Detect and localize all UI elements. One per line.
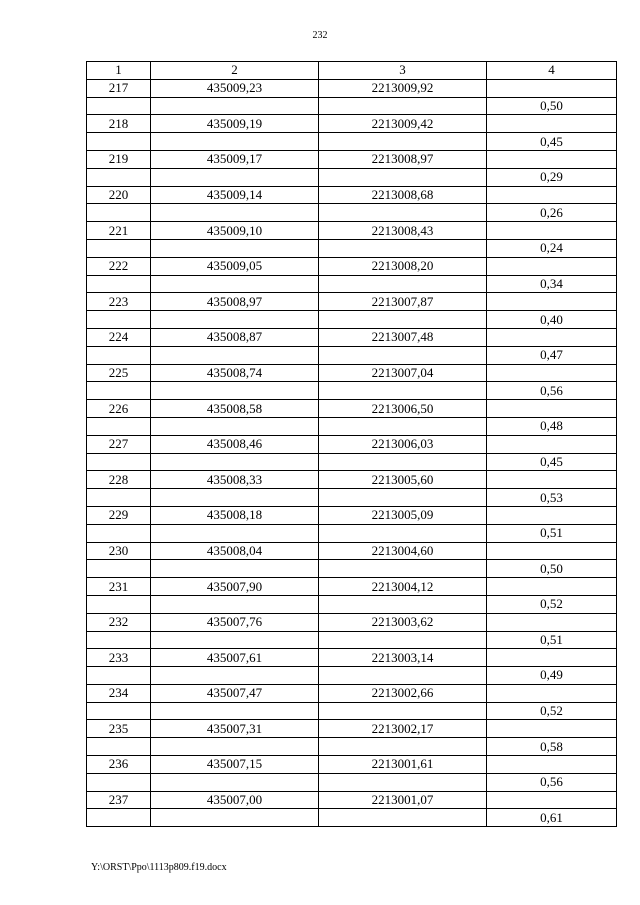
distance-cell: 0,49 xyxy=(487,667,617,685)
table-row xyxy=(87,222,617,240)
point-number-cell: 233 xyxy=(87,649,151,667)
empty-cell xyxy=(151,702,319,720)
distance-cell: 0,50 xyxy=(487,97,617,115)
table-row xyxy=(87,311,617,329)
empty-cell xyxy=(487,756,617,774)
column-header-3: 3 xyxy=(319,62,487,80)
empty-cell xyxy=(87,239,151,257)
empty-cell xyxy=(151,524,319,542)
x-coordinate-cell: 435008,04 xyxy=(151,542,319,560)
y-coordinate-cell: 2213001,61 xyxy=(319,756,487,774)
table-row xyxy=(87,595,617,613)
empty-cell xyxy=(319,311,487,329)
x-coordinate-cell: 435007,00 xyxy=(151,791,319,809)
empty-cell xyxy=(319,453,487,471)
y-coordinate-cell: 2213008,20 xyxy=(319,257,487,275)
x-coordinate-cell: 435007,15 xyxy=(151,756,319,774)
y-coordinate-cell: 2213004,12 xyxy=(319,578,487,596)
empty-cell xyxy=(319,773,487,791)
y-coordinate-cell: 2213008,97 xyxy=(319,150,487,168)
distance-cell: 0,40 xyxy=(487,311,617,329)
point-number-cell: 230 xyxy=(87,542,151,560)
footer-file-path: Y:\ORST\Ppo\1113p809.f19.docx xyxy=(91,862,227,873)
empty-cell xyxy=(319,239,487,257)
table-row xyxy=(87,667,617,685)
table-row xyxy=(87,328,617,346)
empty-cell xyxy=(151,346,319,364)
empty-cell xyxy=(87,560,151,578)
table-row xyxy=(87,524,617,542)
x-coordinate-cell: 435008,18 xyxy=(151,506,319,524)
point-number-cell: 227 xyxy=(87,435,151,453)
empty-cell xyxy=(487,400,617,418)
empty-cell xyxy=(151,133,319,151)
x-coordinate-cell: 435009,17 xyxy=(151,150,319,168)
empty-cell xyxy=(487,542,617,560)
table-row xyxy=(87,702,617,720)
empty-cell xyxy=(151,275,319,293)
point-number-cell: 226 xyxy=(87,400,151,418)
empty-cell xyxy=(151,489,319,507)
empty-cell xyxy=(87,738,151,756)
empty-cell xyxy=(151,311,319,329)
column-header-1: 1 xyxy=(87,62,151,80)
empty-cell xyxy=(151,417,319,435)
x-coordinate-cell: 435009,19 xyxy=(151,115,319,133)
y-coordinate-cell: 2213009,92 xyxy=(319,79,487,97)
empty-cell xyxy=(487,328,617,346)
empty-cell xyxy=(151,631,319,649)
point-number-cell: 235 xyxy=(87,720,151,738)
table-row xyxy=(87,79,617,97)
empty-cell xyxy=(319,524,487,542)
empty-cell xyxy=(319,667,487,685)
distance-cell: 0,52 xyxy=(487,595,617,613)
point-number-cell: 224 xyxy=(87,328,151,346)
x-coordinate-cell: 435008,97 xyxy=(151,293,319,311)
empty-cell xyxy=(487,649,617,667)
point-number-cell: 221 xyxy=(87,222,151,240)
empty-cell xyxy=(151,560,319,578)
empty-cell xyxy=(151,97,319,115)
table-row xyxy=(87,257,617,275)
x-coordinate-cell: 435008,87 xyxy=(151,328,319,346)
table-row xyxy=(87,471,617,489)
empty-cell xyxy=(487,257,617,275)
empty-cell xyxy=(151,809,319,827)
point-number-cell: 232 xyxy=(87,613,151,631)
empty-cell xyxy=(487,791,617,809)
empty-cell xyxy=(87,702,151,720)
table-row xyxy=(87,649,617,667)
empty-cell xyxy=(319,382,487,400)
y-coordinate-cell: 2213003,62 xyxy=(319,613,487,631)
x-coordinate-cell: 435008,74 xyxy=(151,364,319,382)
distance-cell: 0,56 xyxy=(487,382,617,400)
empty-cell xyxy=(319,809,487,827)
point-number-cell: 225 xyxy=(87,364,151,382)
empty-cell xyxy=(151,239,319,257)
table-row xyxy=(87,738,617,756)
empty-cell xyxy=(487,435,617,453)
y-coordinate-cell: 2213004,60 xyxy=(319,542,487,560)
empty-cell xyxy=(87,595,151,613)
table-row xyxy=(87,364,617,382)
empty-cell xyxy=(87,204,151,222)
y-coordinate-cell: 2213007,87 xyxy=(319,293,487,311)
empty-cell xyxy=(487,79,617,97)
page-number: 232 xyxy=(312,30,328,41)
table-row xyxy=(87,293,617,311)
x-coordinate-cell: 435007,61 xyxy=(151,649,319,667)
empty-cell xyxy=(151,382,319,400)
x-coordinate-cell: 435009,23 xyxy=(151,79,319,97)
y-coordinate-cell: 2213008,68 xyxy=(319,186,487,204)
column-header-4: 4 xyxy=(487,62,617,80)
empty-cell xyxy=(487,293,617,311)
distance-cell: 0,58 xyxy=(487,738,617,756)
table-row xyxy=(87,346,617,364)
point-number-cell: 222 xyxy=(87,257,151,275)
empty-cell xyxy=(487,364,617,382)
empty-cell xyxy=(151,204,319,222)
table-row xyxy=(87,239,617,257)
distance-cell: 0,61 xyxy=(487,809,617,827)
table-row xyxy=(87,560,617,578)
y-coordinate-cell: 2213001,07 xyxy=(319,791,487,809)
empty-cell xyxy=(487,613,617,631)
table-row xyxy=(87,756,617,774)
table-row xyxy=(87,720,617,738)
x-coordinate-cell: 435009,10 xyxy=(151,222,319,240)
point-number-cell: 220 xyxy=(87,186,151,204)
table-row xyxy=(87,115,617,133)
coordinates-table xyxy=(86,61,617,827)
distance-cell: 0,48 xyxy=(487,417,617,435)
distance-cell: 0,56 xyxy=(487,773,617,791)
empty-cell xyxy=(87,168,151,186)
table-row xyxy=(87,684,617,702)
table-row xyxy=(87,168,617,186)
table-row xyxy=(87,542,617,560)
distance-cell: 0,26 xyxy=(487,204,617,222)
point-number-cell: 229 xyxy=(87,506,151,524)
empty-cell xyxy=(487,684,617,702)
point-number-cell: 228 xyxy=(87,471,151,489)
x-coordinate-cell: 435009,05 xyxy=(151,257,319,275)
empty-cell xyxy=(87,453,151,471)
distance-cell: 0,53 xyxy=(487,489,617,507)
empty-cell xyxy=(487,471,617,489)
empty-cell xyxy=(319,738,487,756)
distance-cell: 0,52 xyxy=(487,702,617,720)
empty-cell xyxy=(487,506,617,524)
point-number-cell: 237 xyxy=(87,791,151,809)
x-coordinate-cell: 435008,58 xyxy=(151,400,319,418)
x-coordinate-cell: 435007,90 xyxy=(151,578,319,596)
table-row xyxy=(87,150,617,168)
distance-cell: 0,24 xyxy=(487,239,617,257)
empty-cell xyxy=(87,275,151,293)
y-coordinate-cell: 2213002,66 xyxy=(319,684,487,702)
distance-cell: 0,45 xyxy=(487,133,617,151)
x-coordinate-cell: 435009,14 xyxy=(151,186,319,204)
empty-cell xyxy=(319,560,487,578)
empty-cell xyxy=(87,311,151,329)
empty-cell xyxy=(151,738,319,756)
empty-cell xyxy=(87,773,151,791)
point-number-cell: 236 xyxy=(87,756,151,774)
empty-cell xyxy=(151,595,319,613)
empty-cell xyxy=(87,346,151,364)
empty-cell xyxy=(151,773,319,791)
empty-cell xyxy=(319,417,487,435)
y-coordinate-cell: 2213005,09 xyxy=(319,506,487,524)
empty-cell xyxy=(87,382,151,400)
table-row xyxy=(87,631,617,649)
point-number-cell: 223 xyxy=(87,293,151,311)
table-row xyxy=(87,417,617,435)
empty-cell xyxy=(487,222,617,240)
table-row xyxy=(87,578,617,596)
point-number-cell: 231 xyxy=(87,578,151,596)
empty-cell xyxy=(319,346,487,364)
empty-cell xyxy=(319,702,487,720)
x-coordinate-cell: 435007,31 xyxy=(151,720,319,738)
y-coordinate-cell: 2213009,42 xyxy=(319,115,487,133)
table-row xyxy=(87,275,617,293)
column-header-2: 2 xyxy=(151,62,319,80)
distance-cell: 0,45 xyxy=(487,453,617,471)
table-row xyxy=(87,773,617,791)
point-number-cell: 234 xyxy=(87,684,151,702)
y-coordinate-cell: 2213006,50 xyxy=(319,400,487,418)
distance-cell: 0,29 xyxy=(487,168,617,186)
empty-cell xyxy=(87,667,151,685)
x-coordinate-cell: 435007,76 xyxy=(151,613,319,631)
empty-cell xyxy=(487,150,617,168)
empty-cell xyxy=(151,667,319,685)
empty-cell xyxy=(319,204,487,222)
distance-cell: 0,47 xyxy=(487,346,617,364)
empty-cell xyxy=(487,186,617,204)
table-row xyxy=(87,204,617,222)
y-coordinate-cell: 2213003,14 xyxy=(319,649,487,667)
empty-cell xyxy=(87,489,151,507)
y-coordinate-cell: 2213006,03 xyxy=(319,435,487,453)
empty-cell xyxy=(319,168,487,186)
empty-cell xyxy=(87,97,151,115)
empty-cell xyxy=(487,115,617,133)
x-coordinate-cell: 435008,46 xyxy=(151,435,319,453)
table-row xyxy=(87,453,617,471)
table-body xyxy=(87,79,617,826)
empty-cell xyxy=(319,133,487,151)
empty-cell xyxy=(87,809,151,827)
distance-cell: 0,50 xyxy=(487,560,617,578)
empty-cell xyxy=(487,720,617,738)
table-row xyxy=(87,382,617,400)
table-row xyxy=(87,133,617,151)
empty-cell xyxy=(487,578,617,596)
y-coordinate-cell: 2213002,17 xyxy=(319,720,487,738)
table-row xyxy=(87,791,617,809)
table-row xyxy=(87,613,617,631)
empty-cell xyxy=(151,453,319,471)
point-number-cell: 219 xyxy=(87,150,151,168)
empty-cell xyxy=(319,275,487,293)
distance-cell: 0,34 xyxy=(487,275,617,293)
point-number-cell: 217 xyxy=(87,79,151,97)
empty-cell xyxy=(151,168,319,186)
distance-cell: 0,51 xyxy=(487,631,617,649)
table-row xyxy=(87,809,617,827)
empty-cell xyxy=(87,631,151,649)
y-coordinate-cell: 2213005,60 xyxy=(319,471,487,489)
empty-cell xyxy=(87,524,151,542)
table-row xyxy=(87,186,617,204)
empty-cell xyxy=(87,417,151,435)
y-coordinate-cell: 2213007,48 xyxy=(319,328,487,346)
table-row xyxy=(87,489,617,507)
y-coordinate-cell: 2213008,43 xyxy=(319,222,487,240)
table-row xyxy=(87,400,617,418)
table-header-row xyxy=(87,62,617,80)
empty-cell xyxy=(319,97,487,115)
empty-cell xyxy=(319,631,487,649)
empty-cell xyxy=(87,133,151,151)
table-row xyxy=(87,506,617,524)
empty-cell xyxy=(319,489,487,507)
point-number-cell: 218 xyxy=(87,115,151,133)
x-coordinate-cell: 435008,33 xyxy=(151,471,319,489)
table-row xyxy=(87,97,617,115)
table-row xyxy=(87,435,617,453)
x-coordinate-cell: 435007,47 xyxy=(151,684,319,702)
y-coordinate-cell: 2213007,04 xyxy=(319,364,487,382)
distance-cell: 0,51 xyxy=(487,524,617,542)
empty-cell xyxy=(319,595,487,613)
